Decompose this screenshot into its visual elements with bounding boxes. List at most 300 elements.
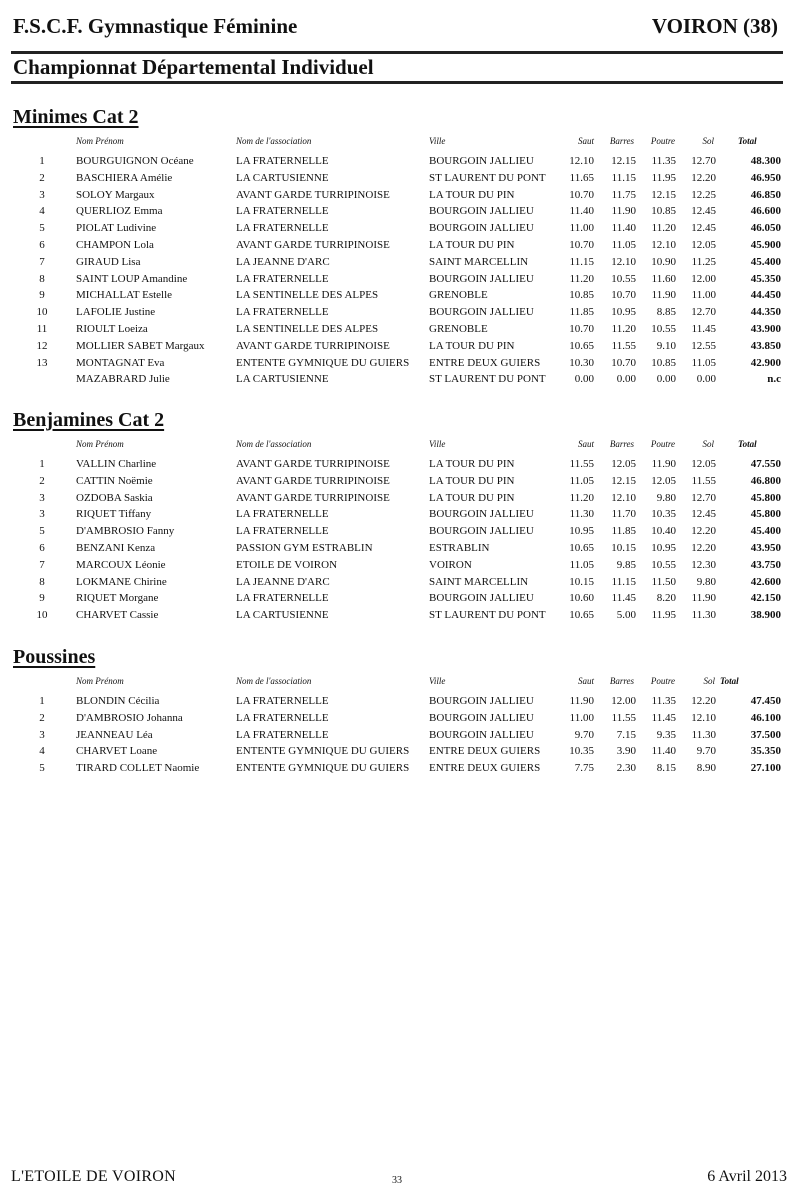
gymnast-name: JEANNEAU Léa bbox=[76, 728, 153, 741]
city-name: LA TOUR DU PIN bbox=[429, 474, 515, 487]
gymnast-name: CATTIN Noëmie bbox=[76, 474, 153, 487]
score-saut: 7.75 bbox=[574, 762, 594, 775]
table-row bbox=[0, 321, 800, 338]
column-headers bbox=[0, 676, 800, 690]
score-sol: 9.80 bbox=[696, 575, 716, 588]
city-name: ENTRE DEUX GUIERS bbox=[429, 762, 541, 775]
gymnast-name: RIQUET Morgane bbox=[76, 592, 159, 605]
header-rule-top bbox=[11, 51, 783, 54]
gymnast-name: RIQUET Tiffany bbox=[76, 508, 152, 521]
gymnast-name: LAFOLIE Justine bbox=[76, 306, 156, 319]
score-barres: 12.10 bbox=[611, 491, 636, 504]
club-name: LA FRATERNELLE bbox=[236, 592, 329, 605]
club-name: LA FRATERNELLE bbox=[236, 728, 329, 741]
score-total: n.c bbox=[767, 373, 781, 386]
club-name: ENTENTE GYMNIQUE DU GUIERS bbox=[236, 356, 410, 369]
col-header-city: Ville bbox=[429, 439, 446, 449]
score-sol: 11.25 bbox=[691, 255, 716, 268]
rank-cell: 10 bbox=[36, 609, 48, 622]
score-poutre: 12.05 bbox=[651, 474, 676, 487]
score-poutre: 10.55 bbox=[651, 558, 676, 571]
city-name: SAINT MARCELLIN bbox=[429, 575, 529, 588]
score-barres: 2.30 bbox=[616, 762, 636, 775]
col-header-city: Ville bbox=[429, 136, 446, 146]
page-header bbox=[13, 14, 784, 42]
score-sol: 12.45 bbox=[691, 222, 716, 235]
score-total: 35.350 bbox=[750, 745, 781, 758]
gymnast-name: OZDOBA Saskia bbox=[76, 491, 153, 504]
rank-cell: 3 bbox=[39, 491, 45, 504]
table-row bbox=[0, 254, 800, 271]
score-barres: 10.95 bbox=[611, 306, 636, 319]
score-total: 44.450 bbox=[750, 289, 781, 302]
score-barres: 12.10 bbox=[611, 255, 636, 268]
score-poutre: 11.60 bbox=[651, 272, 676, 285]
score-saut: 10.70 bbox=[569, 188, 594, 201]
score-saut: 10.60 bbox=[569, 592, 594, 605]
club-name: LA JEANNE D'ARC bbox=[236, 255, 330, 268]
table-row bbox=[0, 203, 800, 220]
rank-cell: 13 bbox=[36, 356, 48, 369]
table-row bbox=[0, 574, 800, 591]
score-barres: 11.75 bbox=[611, 188, 636, 201]
score-barres: 11.85 bbox=[611, 525, 636, 538]
gymnast-name: PIOLAT Ludivine bbox=[76, 222, 157, 235]
score-poutre: 11.20 bbox=[651, 222, 676, 235]
rank-cell: 4 bbox=[39, 205, 45, 218]
score-barres: 12.15 bbox=[611, 474, 636, 487]
score-sol: 0.00 bbox=[696, 373, 716, 386]
header-rule-bottom bbox=[11, 81, 783, 84]
score-sol: 12.20 bbox=[691, 525, 716, 538]
club-name: LA FRATERNELLE bbox=[236, 205, 329, 218]
rank-cell: 11 bbox=[36, 322, 48, 335]
rank-cell: 9 bbox=[39, 289, 45, 302]
score-saut: 11.05 bbox=[569, 474, 594, 487]
city-name: LA TOUR DU PIN bbox=[429, 339, 515, 352]
gymnast-name: MAZABRARD Julie bbox=[76, 373, 170, 386]
rank-cell: 7 bbox=[39, 255, 45, 268]
score-barres: 11.45 bbox=[611, 592, 636, 605]
score-saut: 10.65 bbox=[569, 541, 594, 554]
score-saut: 0.00 bbox=[574, 373, 594, 386]
score-total: 45.400 bbox=[750, 255, 781, 268]
club-name: LA FRATERNELLE bbox=[236, 155, 329, 167]
score-barres: 11.20 bbox=[611, 322, 636, 335]
score-total: 46.950 bbox=[750, 171, 781, 184]
rank-cell: 5 bbox=[39, 222, 45, 235]
table-row bbox=[0, 338, 800, 355]
section-title: Benjamines Cat 2 bbox=[13, 409, 165, 431]
col-header-total: Total bbox=[738, 439, 757, 449]
club-name: LA JEANNE D'ARC bbox=[236, 575, 330, 588]
score-poutre: 11.35 bbox=[651, 155, 676, 167]
score-poutre: 11.90 bbox=[651, 289, 676, 302]
score-saut: 11.85 bbox=[569, 306, 594, 319]
results-table bbox=[0, 456, 800, 624]
score-sol: 12.10 bbox=[691, 711, 716, 724]
score-total: 42.150 bbox=[750, 592, 781, 605]
city-name: LA TOUR DU PIN bbox=[429, 238, 515, 251]
score-barres: 3.90 bbox=[616, 745, 636, 758]
score-saut: 10.35 bbox=[569, 745, 594, 758]
col-header-sol: Sol bbox=[702, 439, 714, 449]
rank-cell: 9 bbox=[39, 592, 45, 605]
score-saut: 10.65 bbox=[569, 339, 594, 352]
gymnast-name: MARCOUX Léonie bbox=[76, 558, 166, 571]
score-total: 45.900 bbox=[750, 238, 781, 251]
club-name: ENTENTE GYMNIQUE DU GUIERS bbox=[236, 762, 410, 775]
score-saut: 10.70 bbox=[569, 322, 594, 335]
score-poutre: 10.55 bbox=[651, 322, 676, 335]
score-total: 43.950 bbox=[750, 541, 781, 554]
gymnast-name: MOLLIER SABET Margaux bbox=[76, 339, 205, 352]
score-saut: 12.10 bbox=[569, 155, 594, 167]
score-poutre: 11.90 bbox=[651, 458, 676, 470]
score-poutre: 10.85 bbox=[651, 205, 676, 218]
city-name: VOIRON bbox=[429, 558, 472, 571]
table-row bbox=[0, 557, 800, 574]
score-poutre: 8.20 bbox=[656, 592, 676, 605]
gymnast-name: VALLIN Charline bbox=[76, 458, 157, 470]
gymnast-name: LOKMANE Chirine bbox=[76, 575, 167, 588]
column-headers bbox=[0, 439, 800, 453]
col-header-city: Ville bbox=[429, 676, 446, 686]
club-name: LA CARTUSIENNE bbox=[236, 373, 329, 386]
score-saut: 11.40 bbox=[569, 205, 594, 218]
col-header-sol: Sol bbox=[703, 676, 715, 686]
score-sol: 12.00 bbox=[691, 272, 716, 285]
score-sol: 12.70 bbox=[691, 306, 716, 319]
score-poutre: 10.35 bbox=[651, 508, 676, 521]
score-poutre: 11.40 bbox=[651, 745, 676, 758]
score-sol: 11.30 bbox=[691, 728, 716, 741]
rank-cell: 2 bbox=[39, 474, 45, 487]
score-total: 42.600 bbox=[750, 575, 781, 588]
score-total: 43.850 bbox=[750, 339, 781, 352]
gymnast-name: QUERLIOZ Emma bbox=[76, 205, 163, 218]
city-name: ENTRE DEUX GUIERS bbox=[429, 745, 541, 758]
score-barres: 11.90 bbox=[611, 205, 636, 218]
table-row bbox=[0, 710, 800, 727]
score-poutre: 9.10 bbox=[656, 339, 676, 352]
table-row bbox=[0, 540, 800, 557]
score-barres: 10.70 bbox=[611, 289, 636, 302]
city-name: LA TOUR DU PIN bbox=[429, 491, 515, 504]
score-sol: 12.05 bbox=[691, 458, 716, 470]
city-name: BOURGOIN JALLIEU bbox=[429, 508, 534, 521]
score-barres: 11.40 bbox=[611, 222, 636, 235]
city-name: LA TOUR DU PIN bbox=[429, 188, 515, 201]
club-name: LA FRATERNELLE bbox=[236, 525, 329, 538]
score-barres: 12.05 bbox=[611, 458, 636, 470]
club-name: LA FRATERNELLE bbox=[236, 508, 329, 521]
score-sol: 12.05 bbox=[691, 238, 716, 251]
footer-date: 6 Avril 2013 bbox=[707, 1168, 787, 1185]
score-total: 46.800 bbox=[750, 474, 781, 487]
score-poutre: 9.35 bbox=[656, 728, 676, 741]
city-name: BOURGOIN JALLIEU bbox=[429, 205, 534, 218]
club-name: AVANT GARDE TURRIPINOISE bbox=[236, 339, 390, 352]
score-sol: 11.00 bbox=[691, 289, 716, 302]
city-name: BOURGOIN JALLIEU bbox=[429, 592, 534, 605]
table-row bbox=[0, 456, 800, 473]
gymnast-name: TIRARD COLLET Naomie bbox=[76, 762, 200, 775]
club-name: LA FRATERNELLE bbox=[236, 272, 329, 285]
score-saut: 10.95 bbox=[569, 525, 594, 538]
score-sol: 11.45 bbox=[691, 322, 716, 335]
city-name: ENTRE DEUX GUIERS bbox=[429, 356, 541, 369]
score-saut: 11.00 bbox=[569, 222, 594, 235]
score-total: 44.350 bbox=[750, 306, 781, 319]
club-name: LA SENTINELLE DES ALPES bbox=[236, 322, 379, 335]
club-name: LA SENTINELLE DES ALPES bbox=[236, 289, 379, 302]
gymnast-name: BLONDIN Cécilia bbox=[76, 695, 160, 707]
score-poutre: 10.90 bbox=[651, 255, 676, 268]
score-saut: 11.20 bbox=[569, 272, 594, 285]
city-name: BOURGOIN JALLIEU bbox=[429, 728, 534, 741]
score-saut: 11.00 bbox=[569, 711, 594, 724]
score-barres: 9.85 bbox=[616, 558, 636, 571]
score-poutre: 11.35 bbox=[651, 695, 676, 707]
rank-cell: 10 bbox=[36, 306, 48, 319]
table-row bbox=[0, 304, 800, 321]
score-saut: 11.20 bbox=[569, 491, 594, 504]
gymnast-name: CHARVET Cassie bbox=[76, 609, 159, 622]
score-saut: 10.15 bbox=[569, 575, 594, 588]
score-total: 38.900 bbox=[750, 609, 781, 622]
gymnast-name: GIRAUD Lisa bbox=[76, 255, 141, 268]
results-table bbox=[0, 153, 800, 388]
col-header-saut: Saut bbox=[577, 676, 594, 686]
table-row bbox=[0, 523, 800, 540]
city-name: ST LAURENT DU PONT bbox=[429, 373, 546, 386]
table-row bbox=[0, 590, 800, 607]
score-barres: 7.15 bbox=[616, 728, 636, 741]
score-poutre: 10.40 bbox=[651, 525, 676, 538]
club-name: PASSION GYM ESTRABLIN bbox=[236, 541, 373, 554]
rank-cell: 8 bbox=[39, 575, 45, 588]
page-number: 33 bbox=[392, 1175, 402, 1186]
score-sol: 9.70 bbox=[696, 745, 716, 758]
score-saut: 11.55 bbox=[569, 458, 594, 470]
score-saut: 11.05 bbox=[569, 558, 594, 571]
score-poutre: 11.50 bbox=[651, 575, 676, 588]
city-name: ESTRABLIN bbox=[429, 541, 490, 554]
score-total: 45.800 bbox=[750, 491, 781, 504]
gymnast-name: SAINT LOUP Amandine bbox=[76, 272, 188, 285]
club-name: LA FRATERNELLE bbox=[236, 222, 329, 235]
club-name: ETOILE DE VOIRON bbox=[236, 558, 338, 571]
table-row bbox=[0, 153, 800, 170]
gymnast-name: BASCHIERA Amélie bbox=[76, 171, 173, 184]
score-barres: 10.55 bbox=[611, 272, 636, 285]
score-barres: 11.05 bbox=[611, 238, 636, 251]
score-total: 37.500 bbox=[750, 728, 781, 741]
city-name: BOURGOIN JALLIEU bbox=[429, 306, 534, 319]
score-barres: 12.15 bbox=[611, 155, 636, 167]
city-name: BOURGOIN JALLIEU bbox=[429, 695, 534, 707]
col-header-saut: Saut bbox=[577, 439, 594, 449]
score-total: 45.800 bbox=[750, 508, 781, 521]
city-name: SAINT MARCELLIN bbox=[429, 255, 529, 268]
table-row bbox=[0, 607, 800, 624]
table-row bbox=[0, 506, 800, 523]
score-sol: 11.55 bbox=[691, 474, 716, 487]
score-sol: 12.30 bbox=[691, 558, 716, 571]
score-saut: 9.70 bbox=[574, 728, 594, 741]
col-header-club: Nom de l'association bbox=[236, 439, 312, 449]
gymnast-name: D'AMBROSIO Fanny bbox=[76, 525, 175, 538]
score-poutre: 8.15 bbox=[656, 762, 676, 775]
rank-cell: 8 bbox=[39, 272, 45, 285]
table-row bbox=[0, 727, 800, 744]
results-table bbox=[0, 693, 800, 777]
score-barres: 10.15 bbox=[611, 541, 636, 554]
col-header-total: Total bbox=[738, 136, 757, 146]
score-total: 46.850 bbox=[750, 188, 781, 201]
score-total: 43.750 bbox=[750, 558, 781, 571]
score-poutre: 9.80 bbox=[656, 491, 676, 504]
col-header-name: Nom Prénom bbox=[76, 439, 124, 449]
score-sol: 11.30 bbox=[691, 609, 716, 622]
score-total: 46.050 bbox=[750, 222, 781, 235]
score-poutre: 12.15 bbox=[651, 188, 676, 201]
score-sol: 12.20 bbox=[691, 695, 716, 707]
col-header-poutre: Poutre bbox=[650, 676, 675, 686]
club-name: AVANT GARDE TURRIPINOISE bbox=[236, 474, 390, 487]
col-header-barres: Barres bbox=[609, 136, 634, 146]
city-name: GRENOBLE bbox=[429, 289, 488, 302]
score-saut: 10.30 bbox=[569, 356, 594, 369]
club-name: ENTENTE GYMNIQUE DU GUIERS bbox=[236, 745, 410, 758]
score-saut: 11.30 bbox=[569, 508, 594, 521]
score-saut: 10.65 bbox=[569, 609, 594, 622]
col-header-club: Nom de l'association bbox=[236, 676, 312, 686]
table-row bbox=[0, 187, 800, 204]
rank-cell: 4 bbox=[39, 745, 45, 758]
city-name: BOURGOIN JALLIEU bbox=[429, 272, 534, 285]
score-poutre: 11.95 bbox=[651, 171, 676, 184]
rank-cell: 5 bbox=[39, 762, 45, 775]
score-saut: 10.70 bbox=[569, 238, 594, 251]
rank-cell: 1 bbox=[39, 155, 45, 167]
section-title: Poussines bbox=[13, 646, 96, 668]
rank-cell: 7 bbox=[39, 558, 45, 571]
table-row bbox=[0, 271, 800, 288]
col-header-poutre: Poutre bbox=[650, 439, 675, 449]
score-total: 46.600 bbox=[750, 205, 781, 218]
club-name: LA CARTUSIENNE bbox=[236, 609, 329, 622]
city-name: BOURGOIN JALLIEU bbox=[429, 711, 534, 724]
table-row bbox=[0, 760, 800, 777]
rank-cell: 2 bbox=[39, 711, 45, 724]
table-row bbox=[0, 220, 800, 237]
column-headers bbox=[0, 136, 800, 150]
city-name: ST LAURENT DU PONT bbox=[429, 171, 546, 184]
city-name: BOURGOIN JALLIEU bbox=[429, 155, 534, 167]
score-sol: 12.20 bbox=[691, 171, 716, 184]
score-sol: 12.70 bbox=[691, 491, 716, 504]
footer-club: L'ETOILE DE VOIRON bbox=[11, 1168, 177, 1185]
score-barres: 0.00 bbox=[616, 373, 636, 386]
club-name: LA CARTUSIENNE bbox=[236, 171, 329, 184]
rank-cell: 1 bbox=[39, 695, 45, 707]
club-name: LA FRATERNELLE bbox=[236, 711, 329, 724]
score-total: 27.100 bbox=[750, 762, 781, 775]
score-sol: 11.05 bbox=[691, 356, 716, 369]
score-sol: 12.45 bbox=[691, 508, 716, 521]
score-total: 47.550 bbox=[750, 458, 781, 470]
score-saut: 11.15 bbox=[569, 255, 594, 268]
table-row bbox=[0, 287, 800, 304]
rank-cell: 5 bbox=[39, 525, 45, 538]
gymnast-name: D'AMBROSIO Johanna bbox=[76, 711, 183, 724]
rank-cell: 12 bbox=[36, 339, 48, 352]
score-total: 47.450 bbox=[750, 695, 781, 707]
score-total: 48.300 bbox=[750, 155, 781, 167]
score-poutre: 8.85 bbox=[656, 306, 676, 319]
city-name: BOURGOIN JALLIEU bbox=[429, 222, 534, 235]
score-poutre: 11.95 bbox=[651, 609, 676, 622]
table-row bbox=[0, 237, 800, 254]
rank-cell: 6 bbox=[39, 541, 45, 554]
col-header-club: Nom de l'association bbox=[236, 136, 312, 146]
table-row bbox=[0, 371, 800, 388]
score-total: 43.900 bbox=[750, 322, 781, 335]
rank-cell: 3 bbox=[39, 508, 45, 521]
section-title: Minimes Cat 2 bbox=[13, 106, 139, 128]
city-name: BOURGOIN JALLIEU bbox=[429, 525, 534, 538]
col-header-saut: Saut bbox=[577, 136, 594, 146]
score-barres: 11.15 bbox=[611, 575, 636, 588]
score-poutre: 0.00 bbox=[656, 373, 676, 386]
rank-cell: 3 bbox=[39, 728, 45, 741]
rank-cell: 1 bbox=[39, 458, 45, 470]
score-poutre: 11.45 bbox=[651, 711, 676, 724]
score-poutre: 10.95 bbox=[651, 541, 676, 554]
col-header-total: Total bbox=[720, 676, 739, 686]
score-total: 46.100 bbox=[750, 711, 781, 724]
score-total: 42.900 bbox=[750, 356, 781, 369]
rank-cell: 3 bbox=[39, 188, 45, 201]
location-title: VOIRON (38) bbox=[651, 14, 778, 38]
score-barres: 11.55 bbox=[611, 711, 636, 724]
club-name: AVANT GARDE TURRIPINOISE bbox=[236, 458, 390, 470]
col-header-barres: Barres bbox=[609, 439, 634, 449]
rank-cell: 6 bbox=[39, 238, 45, 251]
gymnast-name: BOURGUIGNON Océane bbox=[76, 155, 194, 167]
score-poutre: 10.85 bbox=[651, 356, 676, 369]
table-row bbox=[0, 743, 800, 760]
score-total: 45.400 bbox=[750, 525, 781, 538]
gymnast-name: CHARVET Loane bbox=[76, 745, 158, 758]
table-row bbox=[0, 693, 800, 710]
score-barres: 12.00 bbox=[611, 695, 636, 707]
score-barres: 10.70 bbox=[611, 356, 636, 369]
score-sol: 12.45 bbox=[691, 205, 716, 218]
club-name: LA FRATERNELLE bbox=[236, 306, 329, 319]
club-name: AVANT GARDE TURRIPINOISE bbox=[236, 491, 390, 504]
city-name: GRENOBLE bbox=[429, 322, 488, 335]
col-header-barres: Barres bbox=[609, 676, 634, 686]
score-total: 45.350 bbox=[750, 272, 781, 285]
club-name: AVANT GARDE TURRIPINOISE bbox=[236, 188, 390, 201]
score-saut: 11.65 bbox=[569, 171, 594, 184]
score-barres: 11.70 bbox=[611, 508, 636, 521]
table-row bbox=[0, 490, 800, 507]
score-sol: 12.25 bbox=[691, 188, 716, 201]
